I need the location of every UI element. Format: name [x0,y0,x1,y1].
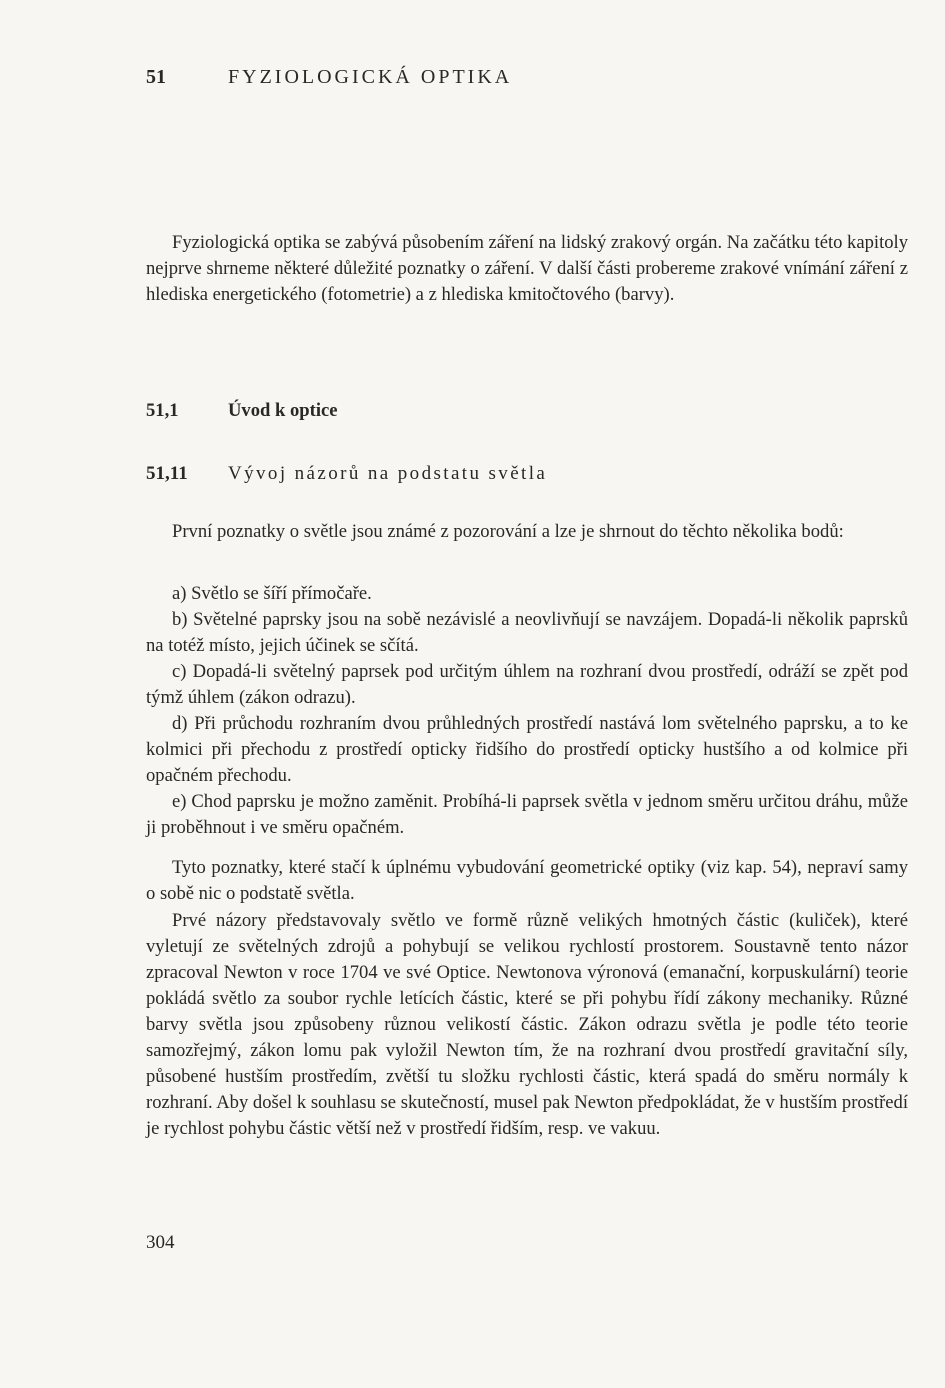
list-item: b) Světelné paprsky jsou na sobě nezávislé a neovlivňují se navzájem. Dopadá-li několik paprsků na totéž místo, jejich účinek se sčítá. [146,609,908,656]
list-item: a) Světlo se šíří přímočaře. [172,583,372,604]
lead-text: První poznatky o světle jsou známé z pozorování a lze je shrnout do těchto několika bodů: [172,521,844,542]
section-number: 51,11 [146,463,188,484]
chapter-title: FYZIOLOGICKÁ OPTIKA [228,66,513,88]
paragraph-text: Tyto poznatky, které stačí k úplnému vybudování geometrické optiky (viz kap. 54), nepraví samy o sobě nic o podstatě světla. [146,857,908,904]
paragraph-text: Prvé názory představovaly světlo ve formě různě velikých hmotných částic (kuliček), které vyletují ze světelných zdrojů a pohybují se velikou rychlostí prostorem. Soustavně tento názor zpracoval Newton v roce 1704 ve své Optice. Newtonova výronová (emanační, korpuskulární) teorie pokládá světlo za soubor rychle letících částic, které se při pohybu řídí zákony mechaniky. Různé barvy světla jsou způsobeny různou velikostí částic. Zákon odrazu světla je podle této teorie samozřejmý, zákon lomu pak vyložil Newton tím, že na rozhraní dvou prostředí gravitační síly, působené hustším prostředím, zvětší tu složku rychlosti částic, která spadá do směru normály k rozhraní. Aby došel k souhlasu se skutečností, musel pak Newton předpokládat, že v hustším prostředí je rychlost pohybu částic větší než v prostředí řidším, resp. ve vakuu. [146,910,908,1139]
body-paragraph-1 [146,855,908,907]
list-item: c) Dopadá-li světelný paprsek pod určitým úhlem na rozhraní dvou prostředí, odráží se zpět pod týmž úhlem (zákon odrazu). [146,661,908,708]
lead-paragraph [146,519,908,545]
intro-paragraph: Fyziologická optika se zabývá působením záření na lidský zrakový orgán. Na začátku této kapitoly nejprve shrneme některé důležité poznatky o záření. V další části probereme zrakové vnímání záření z hlediska energetického (fotometrie) a z hlediska kmitočtového (barvy). [146,232,908,305]
list-item: d) Při průchodu rozhraním dvou průhledných prostředí nastává lom světelného paprsku, a to ke kolmici při přechodu z prostředí opticky řidšího do prostředí opticky hustšího a od kolmice při opačném přechodu. [146,713,908,786]
chapter-heading [146,66,512,89]
page-number: 304 [146,1232,175,1253]
body-paragraph-2 [146,908,908,1142]
section-heading-51-1 [146,400,338,422]
list-item: e) Chod paprsku je možno zaměnit. Probíhá-li paprsek světla v jednom směru určitou dráhu, může ji proběhnout i ve směru opačném. [146,791,908,838]
observation-list [146,581,908,841]
chapter-number: 51 [146,66,166,88]
section-title: Úvod k optice [228,400,338,421]
section-number: 51,1 [146,400,179,421]
section-heading-51-11 [146,463,547,485]
section-title: Vývoj názorů na podstatu světla [228,463,548,484]
